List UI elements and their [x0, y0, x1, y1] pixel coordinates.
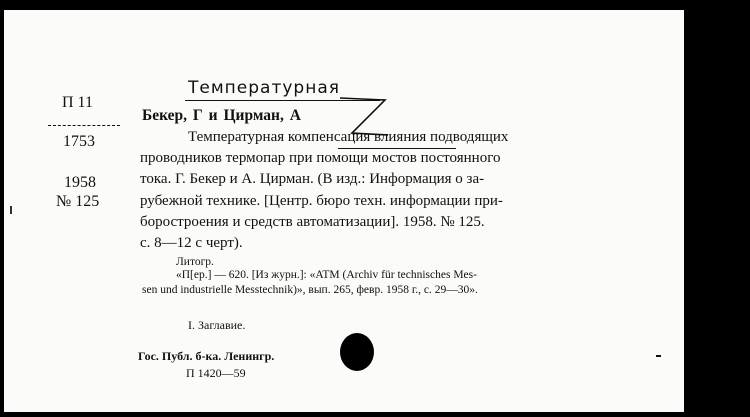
issue-number: № 125 — [56, 193, 100, 210]
handwritten-heading: Температурная — [188, 78, 340, 98]
publication-year: 1958 — [64, 174, 96, 191]
card-number: П 1420—59 — [186, 366, 246, 380]
library-name: Гос. Публ. б-ка. Ленингр. — [138, 349, 275, 363]
authors-line: Бекер, Г и Цирман, А — [142, 107, 301, 124]
margin-rule — [48, 125, 120, 126]
description-line: проводников термопар при помощи мостов постоянного — [140, 150, 501, 167]
card-sequence-number: 1753 — [63, 133, 95, 150]
description-line: боростроения и средств автоматизации]. 1958. № 125. — [140, 213, 485, 230]
subject-heading: I. Заглавие. — [188, 318, 246, 332]
card-border — [684, 10, 750, 417]
translation-note: sen und industrielle Messtechnik)», вып. 265, февр. 1958 г., с. 29—30». — [142, 284, 478, 296]
translation-note: «П[ер.] — 620. [Из журн.]: «ATM (Archiv für technisches Mes- — [176, 269, 477, 281]
edge-mark — [656, 355, 661, 357]
description-line: рубежной технике. [Центр. бюро техн. информации при- — [140, 192, 503, 209]
printing-note: Литогр. — [176, 256, 214, 268]
description-block — [140, 127, 668, 254]
edge-mark — [10, 206, 12, 214]
description-line: тока. Г. Бекер и А. Цирман. (В изд.: Информация о за- — [140, 171, 485, 188]
description-line: Температурная компенсация влияния подводящих — [188, 129, 509, 145]
punch-hole — [340, 333, 374, 371]
classification-code: П 11 — [62, 94, 93, 111]
description-line: с. 8—12 с черт). — [140, 235, 243, 252]
